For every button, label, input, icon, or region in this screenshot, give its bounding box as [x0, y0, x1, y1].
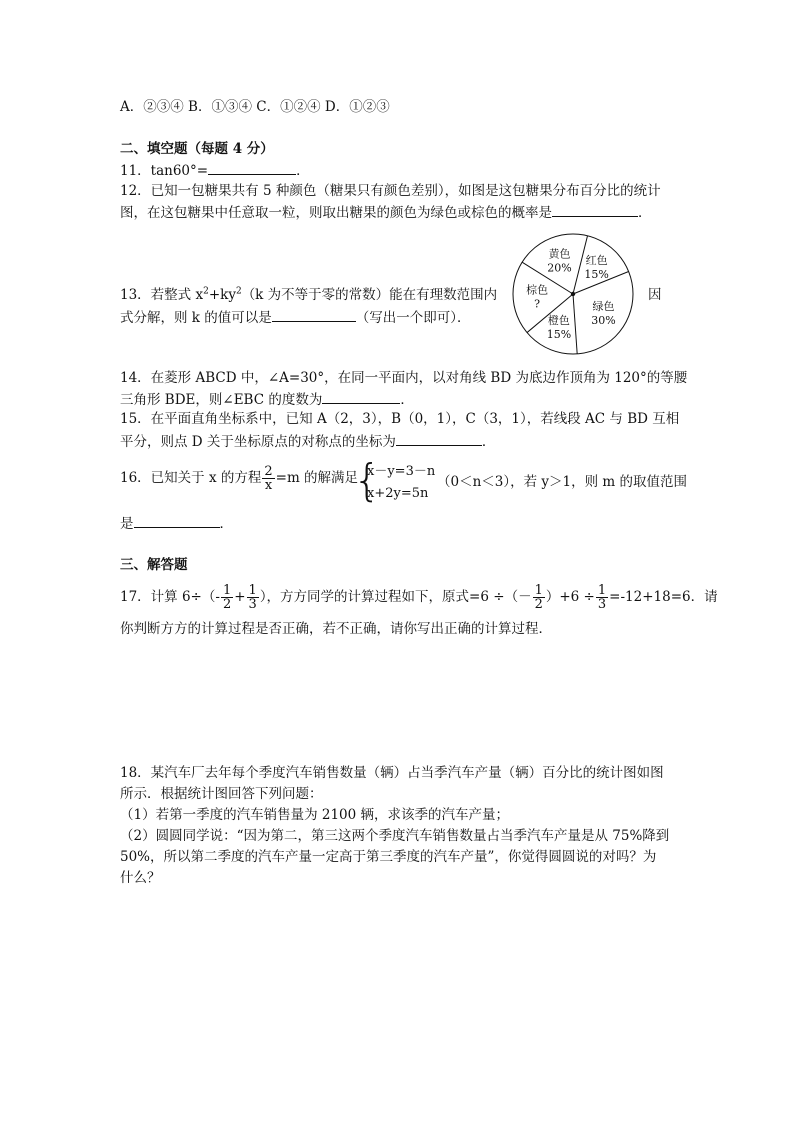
- q13-sup2: 2: [235, 286, 242, 297]
- q18-line1: 18．某汽车厂去年每个季度汽车销售数量（辆）占当季汽车产量（辆）百分比的统计图如图: [120, 765, 664, 781]
- q16-eq1: x－y=3－n: [367, 464, 436, 479]
- question-16-line2: [120, 514, 233, 533]
- q16-eq2: x+2y=5n: [367, 486, 429, 501]
- q18-line3: （1）若第一季度的汽车销售量为 2100 辆，求该季的汽车产量；: [120, 807, 510, 823]
- q16-fraction: $\frac{2}{x}$: [264, 464, 273, 493]
- q11-text: 11．tan60°=: [120, 163, 209, 179]
- q16-end: ．: [219, 516, 233, 532]
- pie-slice-name: 黄色: [548, 247, 571, 261]
- q13-sup1: 2: [203, 286, 209, 297]
- q17-frac1: $\frac{1}{2}$: [222, 583, 232, 612]
- pie-slice-percent: 20%: [547, 261, 572, 275]
- pie-slice-name: 红色: [585, 253, 608, 267]
- pie-slice-name: 橙色: [547, 314, 570, 328]
- q14-end: ．: [400, 392, 414, 408]
- question-15-line2: [120, 432, 495, 451]
- q17-text-b: +: [234, 589, 246, 605]
- question-17-line1: [120, 584, 718, 611]
- pie-slice-name: 绿色: [592, 300, 615, 314]
- q16-brace: {: [353, 455, 381, 506]
- q17-text-e: =-12+18=6．请: [609, 589, 718, 605]
- q18-line4: （2）圆圆同学说：“因为第二，第三这两个季度汽车销售数量占当季汽车产量是从 75%降到: [120, 828, 670, 844]
- question-13-line1: [120, 286, 497, 304]
- pie-center-dot: [571, 292, 575, 296]
- pie-slice-percent: 15%: [584, 267, 609, 281]
- q12-line1: 12．已知一包糖果共有 5 种颜色（糖果只有颜色差别），如图是这包糖果分布百分比的统计: [120, 183, 661, 199]
- question-14-line2: [120, 390, 414, 409]
- q11-end: ．: [296, 163, 310, 179]
- q15-line1: 15．在平面直角坐标系中，已知 A（2，3），B（0，1），C（3，1），若线段 AC 与 BD 互相: [120, 411, 680, 427]
- pie-slice-percent: 30%: [591, 314, 616, 328]
- candy-pie-chart: [510, 231, 636, 357]
- question-12-line2: [120, 203, 652, 222]
- section2-title: 二、填空题（每题 4 分）: [120, 141, 274, 157]
- q13-text-b: +ky: [208, 287, 236, 303]
- q16-text-b: =m 的解满足: [275, 470, 359, 486]
- q18-line2: 所示．根据统计图回答下列问题：: [120, 786, 323, 802]
- section3-title: 三、解答题: [120, 557, 188, 573]
- q15-answer-blank[interactable]: [396, 432, 482, 446]
- q15-line2: 平分，则点 D 关于坐标原点的对称点的坐标为: [120, 434, 396, 450]
- pie-slice-percent: 15%: [546, 328, 572, 342]
- q13-text-a: 13．若整式 x: [120, 287, 204, 303]
- q14-answer-blank[interactable]: [322, 390, 400, 404]
- question-11: [120, 161, 310, 180]
- q13-answer-blank[interactable]: [272, 308, 356, 322]
- q13-trail: 因: [648, 287, 662, 303]
- q16-text-a: 16．已知关于 x 的方程: [120, 470, 262, 486]
- q12-line2: 图，在这包糖果中任意取一粒，则取出糖果的颜色为绿色或棕色的概率是: [120, 205, 552, 221]
- q17-frac2: $\frac{1}{3}$: [248, 583, 257, 612]
- q16-answer-blank[interactable]: [134, 514, 220, 528]
- q17-text-d: ）+6 ÷: [545, 589, 595, 605]
- q17-frac4: $\frac{1}{3}$: [597, 583, 607, 612]
- q16-text-c: （0＜n＜3），若 y＞1，则 m 的取值范围: [437, 474, 688, 490]
- pie-slice-name: 棕色: [526, 283, 549, 297]
- question-16-line1: [120, 465, 358, 492]
- q12-answer-blank[interactable]: [552, 203, 638, 217]
- q11-answer-blank[interactable]: [208, 161, 296, 175]
- pie-slice-boundary: [573, 294, 577, 354]
- q16-line2: 是: [120, 516, 134, 532]
- q18-line6: 什么？: [120, 870, 161, 886]
- q14-line1: 14．在菱形 ABCD 中，∠A=30°，在同一平面内，以对角线 BD 为底边作顶角为 120°的等腰: [120, 370, 688, 386]
- q17-text-c: ），方方同学的计算过程如下，原式=6 ÷（－: [259, 589, 532, 605]
- q13-text-c: （k 为不等于零的常数）能在有理数范围内: [241, 287, 498, 303]
- q13-line2-b: （写出一个即可）．: [355, 310, 471, 326]
- q15-end: ．: [481, 434, 496, 450]
- question-13-line2: [120, 308, 471, 327]
- q12-end: ．: [638, 205, 652, 221]
- pie-slice-percent: ?: [534, 297, 541, 311]
- q14-line2: 三角形 BDE，则∠EBC 的度数为: [120, 392, 323, 408]
- q18-line5: 50%，所以第二季度的汽车产量一定高于第三季度的汽车产量”，你觉得圆圆说的对吗？为: [120, 849, 657, 865]
- q13-line2-a: 式分解，则 k 的值可以是: [120, 310, 272, 326]
- q17-text-a: 17．计算 6÷（-: [120, 589, 220, 605]
- q10-options: A．②③④ B．①③④ C．①②④ D．①②③: [120, 99, 390, 115]
- q17-line2: 你判断方方的计算过程是否正确，若不正确，请你写出正确的计算过程．: [120, 621, 552, 637]
- q17-frac3: $\frac{1}{2}$: [534, 583, 543, 612]
